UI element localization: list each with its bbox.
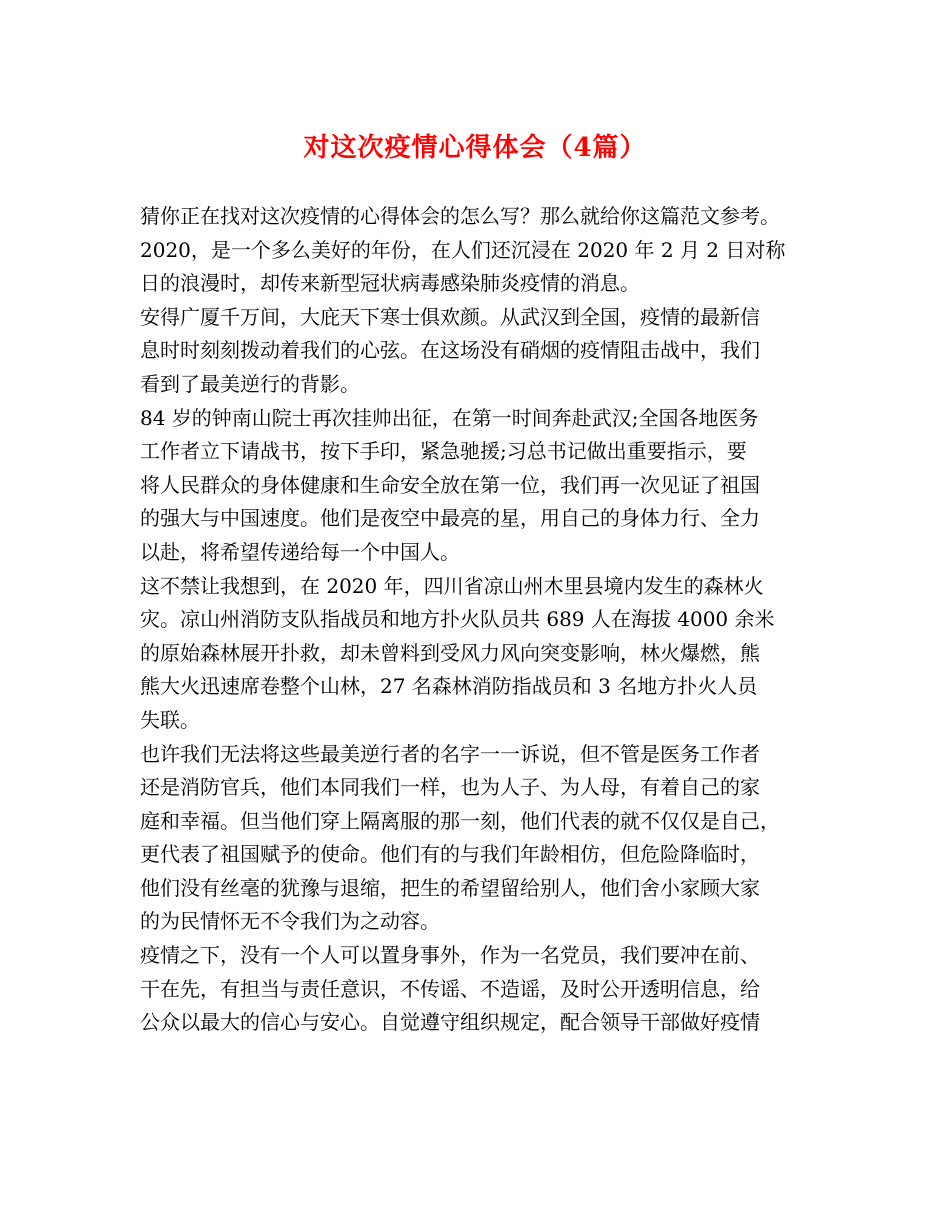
body-text-line: 看到了最美逆行的背影。	[140, 371, 360, 396]
body-text-line: 将人民群众的身体健康和生命安全放在第一位，我们再一次见证了祖国	[140, 472, 760, 497]
body-text-line: 以赴，将希望传递给每一个中国人。	[140, 539, 460, 564]
body-text-line: 的原始森林展开扑救，却未曾料到受风力风向突变影响，林火爆燃，熊	[140, 640, 760, 665]
body-text-line: 灾。凉山州消防支队指战员和地方扑火队员共 689 人在海拔 4000 余米	[140, 607, 775, 632]
body-text-line: 疫情之下，没有一个人可以置身事外，作为一名党员，我们要冲在前、	[140, 943, 760, 968]
body-text-line: 2020，是一个多么美好的年份，在人们还沉浸在 2020 年 2 月 2 日对称	[140, 237, 786, 262]
body-text-line: 日的浪漫时，却传来新型冠状病毒感染肺炎疫情的消息。	[140, 271, 640, 296]
body-text-line: 这不禁让我想到，在 2020 年，四川省凉山州木里县境内发生的森林火	[140, 573, 764, 598]
body-text-line: 还是消防官兵，他们本同我们一样，也为人子、为人母，有着自己的家	[140, 775, 760, 800]
body-text-line: 的强大与中国速度。他们是夜空中最亮的星，用自己的身体力行、全力	[140, 506, 760, 531]
document-title: 对这次疫情心得体会（4篇）	[303, 133, 647, 163]
body-text-line: 熊大火迅速席卷整个山林，27 名森林消防指战员和 3 名地方扑火人员	[140, 674, 758, 699]
document-body	[140, 200, 830, 1040]
body-text-line: 的为民情怀无不令我们为之动容。	[140, 909, 440, 934]
body-text-line: 失联。	[140, 707, 200, 732]
body-text-line: 干在先，有担当与责任意识，不传谣、不造谣，及时公开透明信息，给	[140, 976, 760, 1001]
body-text-line: 工作者立下请战书，按下手印，紧急驰援;习总书记做出重要指示，要	[140, 439, 747, 464]
body-text-line: 84 岁的钟南山院士再次挂帅出征，在第一时间奔赴武汉;全国各地医务	[140, 405, 759, 430]
body-text-line: 更代表了祖国赋予的使命。他们有的与我们年龄相仿，但危险降临时，	[140, 842, 760, 867]
body-text-line: 猜你正在找对这次疫情的心得体会的怎么写？那么就给你这篇范文参考。	[140, 204, 780, 228]
body-text-line: 息时时刻刻拨动着我们的心弦。在这场没有硝烟的疫情阻击战中，我们	[140, 338, 760, 363]
body-text-line: 安得广厦千万间，大庇天下寒士俱欢颜。从武汉到全国，疫情的最新信	[140, 304, 760, 329]
body-text-line: 公众以最大的信心与安心。自觉遵守组织规定，配合领导干部做好疫情	[140, 1010, 760, 1035]
body-text-line: 也许我们无法将这些最美逆行者的名字一一诉说，但不管是医务工作者	[140, 741, 760, 766]
body-text-line: 他们没有丝毫的犹豫与退缩，把生的希望留给别人，他们舍小家顾大家	[140, 875, 760, 900]
body-text-line: 庭和幸福。但当他们穿上隔离服的那一刻，他们代表的就不仅仅是自己，	[140, 808, 780, 833]
